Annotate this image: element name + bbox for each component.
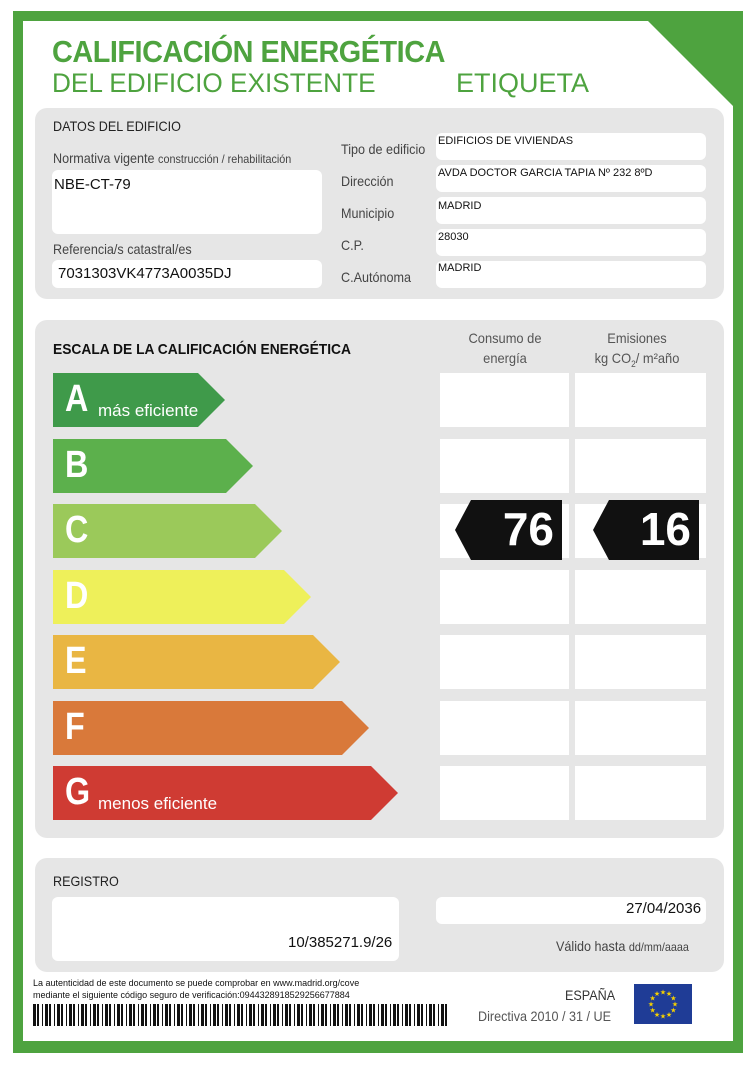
registro-title: REGISTRO bbox=[53, 873, 119, 889]
referencia-value: 7031303VK4773A0035DJ bbox=[58, 265, 232, 282]
svg-text:★: ★ bbox=[670, 1006, 677, 1015]
emissions-cell-b bbox=[575, 439, 706, 493]
svg-text:★: ★ bbox=[659, 1012, 667, 1021]
energy-rating-tag bbox=[455, 500, 562, 560]
emissions-cell-f bbox=[575, 701, 706, 755]
energy-cell-f bbox=[440, 701, 569, 755]
energy-column-header: Consumo de energía bbox=[468, 330, 542, 366]
svg-text:★: ★ bbox=[659, 988, 667, 997]
direccion-label: Dirección bbox=[341, 173, 394, 189]
svg-text:★: ★ bbox=[671, 1000, 679, 1009]
grade-sub-label: más eficiente bbox=[98, 401, 199, 420]
registro-number: 10/385271.9/26 bbox=[288, 934, 393, 951]
cp-label: C.P. bbox=[341, 237, 364, 253]
title-etiqueta: ETIQUETA bbox=[456, 68, 590, 98]
grade-arrow-e bbox=[53, 635, 340, 689]
country-label: ESPAÑA bbox=[565, 987, 616, 1003]
grade-letter: G bbox=[65, 771, 91, 813]
auth-text-line2: mediante el siguiente código seguro de verificación:0944328918529256677884 bbox=[33, 990, 350, 1000]
energy-cell-a bbox=[440, 373, 569, 427]
title-main: CALIFICACIÓN ENERGÉTICA bbox=[52, 34, 445, 69]
emissions-cell-d bbox=[575, 570, 706, 624]
normativa-value: NBE-CT-79 bbox=[54, 176, 131, 193]
grade-letter: C bbox=[65, 509, 89, 551]
municipio-label: Municipio bbox=[341, 205, 395, 221]
cp-value: 28030 bbox=[438, 231, 469, 243]
grade-letter: F bbox=[65, 706, 85, 748]
grade-arrow-g bbox=[53, 766, 398, 820]
svg-text:★: ★ bbox=[653, 1010, 661, 1019]
grade-letter: D bbox=[65, 575, 89, 617]
emissions-cell-a bbox=[575, 373, 706, 427]
svg-text:★: ★ bbox=[665, 990, 673, 999]
grade-arrow-a bbox=[53, 373, 225, 427]
energy-cell-g bbox=[440, 766, 569, 820]
valid-date: 27/04/2036 bbox=[626, 900, 702, 917]
referencia-label: Referencia/s catastral/es bbox=[53, 241, 192, 257]
eu-stars-icon bbox=[634, 984, 692, 1024]
grade-letter: E bbox=[65, 640, 87, 682]
emissions-rating-tag-value: 16 bbox=[639, 503, 691, 555]
tipo-edificio-label: Tipo de edificio bbox=[341, 141, 426, 157]
grade-arrow-d bbox=[53, 570, 311, 624]
building-section-title: DATOS DEL EDIFICIO bbox=[53, 118, 181, 134]
registro-number-box bbox=[52, 897, 399, 961]
svg-text:★: ★ bbox=[649, 1006, 656, 1015]
grade-arrow-b bbox=[53, 439, 253, 493]
energy-rating-tag-value: 76 bbox=[502, 503, 554, 555]
svg-text:★: ★ bbox=[665, 1010, 673, 1019]
energy-cell-e bbox=[440, 635, 569, 689]
normativa-label: Normativa vigente construcción / rehabilitación bbox=[53, 150, 292, 166]
grade-letter: A bbox=[65, 378, 89, 420]
auth-text-line1: La autenticidad de este documento se puede comprobar en www.madrid.org/cove bbox=[33, 978, 360, 988]
barcode bbox=[33, 1004, 449, 1026]
energy-cell-b bbox=[440, 439, 569, 493]
municipio-value: MADRID bbox=[438, 200, 482, 212]
eu-flag bbox=[634, 984, 692, 1024]
grade-arrow-f bbox=[53, 701, 369, 755]
energy-cell-d bbox=[440, 570, 569, 624]
emissions-column-header: Emisiones kg $CO_2/$ m²año bbox=[594, 330, 680, 369]
svg-text:★: ★ bbox=[647, 1000, 655, 1009]
autonoma-label: C.Autónoma bbox=[341, 269, 412, 285]
svg-text:★: ★ bbox=[649, 994, 656, 1003]
directive-label: Directiva 2010 / 31 / UE bbox=[478, 1008, 612, 1024]
cp-box bbox=[436, 229, 706, 256]
valid-until-label: Válido hasta dd/mm/aaaa bbox=[556, 938, 689, 954]
autonoma-value: MADRID bbox=[438, 262, 482, 274]
direccion-value: AVDA DOCTOR GARCIA TAPIA Nº 232 8ºD bbox=[438, 167, 653, 179]
grade-letter: B bbox=[65, 444, 89, 486]
emissions-cell-e bbox=[575, 635, 706, 689]
tipo-edificio-value: EDIFICIOS DE VIVIENDAS bbox=[438, 135, 574, 147]
title-sub: DEL EDIFICIO EXISTENTE bbox=[52, 68, 376, 98]
scale-title: ESCALA DE LA CALIFICACIÓN ENERGÉTICA bbox=[53, 341, 351, 358]
svg-text:★: ★ bbox=[670, 994, 677, 1003]
grade-sub-label: menos eficiente bbox=[98, 794, 218, 813]
emissions-cell-g bbox=[575, 766, 706, 820]
svg-text:★: ★ bbox=[653, 990, 661, 999]
emissions-rating-tag bbox=[593, 500, 699, 560]
grade-arrow-c bbox=[53, 504, 282, 558]
